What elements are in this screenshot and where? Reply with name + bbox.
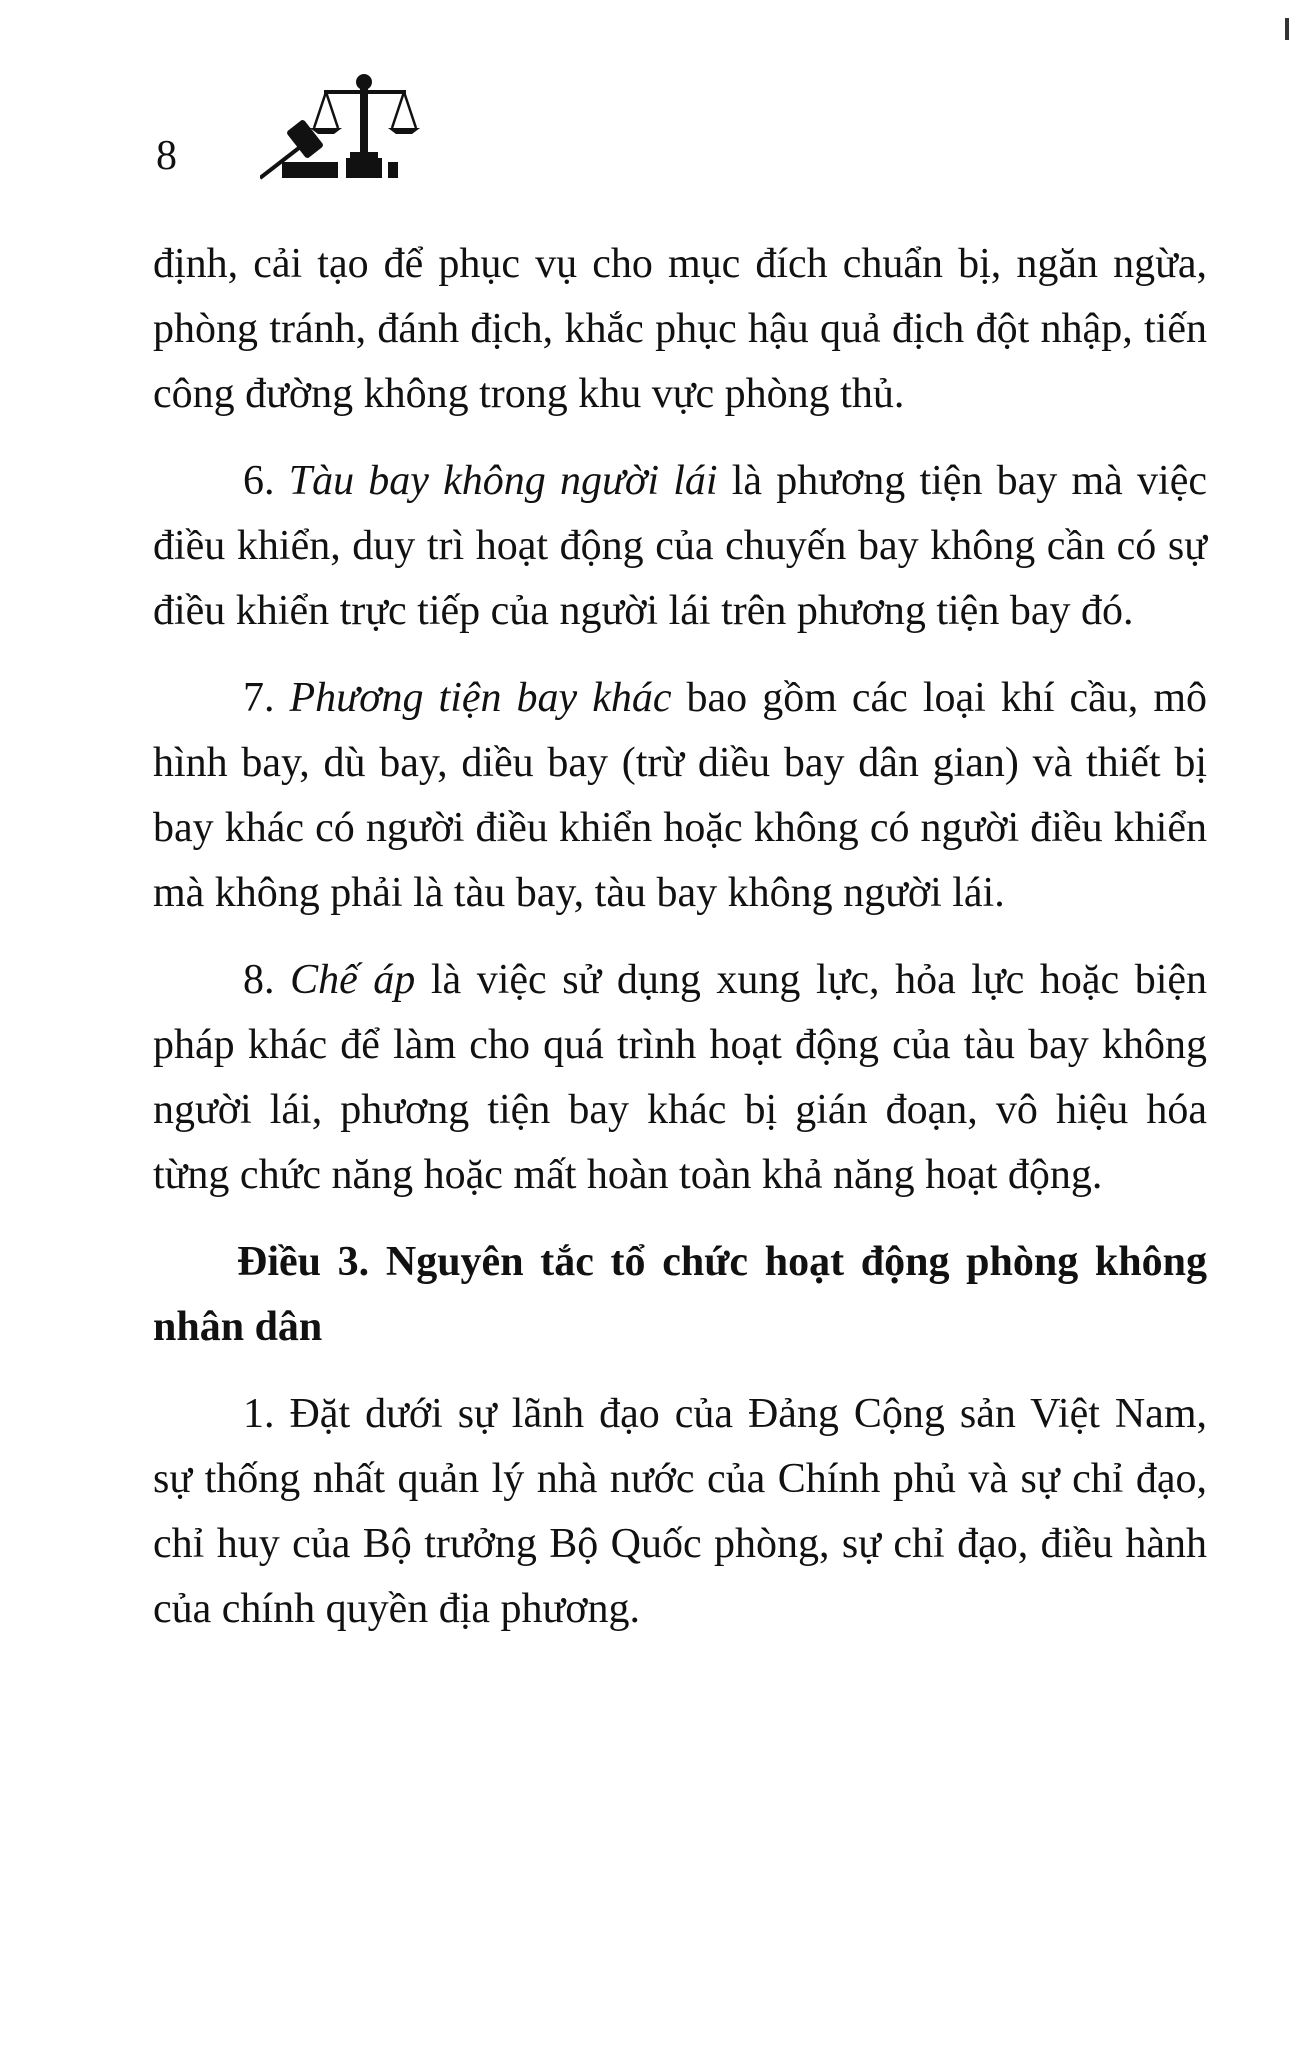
definition-item-6 — [153, 449, 1207, 644]
item-number: 8. — [243, 957, 291, 1003]
item-number: 6. — [243, 458, 289, 504]
body-text — [153, 232, 1207, 1642]
article-heading: Điều 3. Nguyên tắc tổ chức hoạt động phòng không nhân dân — [153, 1239, 1207, 1350]
page-number: 8 — [156, 133, 177, 179]
definition-item-8 — [153, 948, 1207, 1208]
item-number: 7. — [243, 675, 290, 721]
definition-text: bao gồm các loại khí cầu, mô hình bay, dù bay, diều bay (trừ diều bay dân gian) và thiết bị bay khác có người điều khiển hoặc không có người điều khiển mà không phải là tàu bay, tàu bay không người lái. — [153, 675, 1208, 916]
article-3-item-1: 1. Đặt dưới sự lãnh đạo của Đảng Cộng sản Việt Nam, sự thống nhất quản lý nhà nước của Chính phủ và sự chỉ đạo, chỉ huy của Bộ trưởng Bộ Quốc phòng, sự chỉ đạo, điều hành của chính quyền địa phương. — [153, 1391, 1207, 1632]
definition-item-7 — [153, 666, 1207, 926]
defined-term: Chế áp — [290, 957, 416, 1003]
page-edge-mark — [1285, 18, 1289, 40]
page-header — [156, 70, 656, 190]
defined-term: Phương tiện bay khác — [289, 675, 672, 721]
defined-term: Tàu bay không người lái — [288, 458, 718, 504]
paragraph-continuation: định, cải tạo để phục vụ cho mục đích chuẩn bị, ngăn ngừa, phòng tránh, đánh địch, khắc phục hậu quả địch đột nhập, tiến công đường không trong khu vực phòng thủ. — [153, 241, 1207, 417]
scales-and-gavel-icon — [260, 70, 460, 182]
definition-text: là việc sử dụng xung lực, hỏa lực hoặc biện pháp khác để làm cho quá trình hoạt động của tàu bay không người lái, phương tiện bay khác bị gián đoạn, vô hiệu hóa từng chức năng hoặc mất hoàn toàn khả năng hoạt động. — [153, 957, 1208, 1198]
definition-text: là phương tiện bay mà việc điều khiển, duy trì hoạt động của chuyến bay không cần có sự điều khiển trực tiếp của người lái trên phương tiện bay đó. — [153, 458, 1207, 634]
